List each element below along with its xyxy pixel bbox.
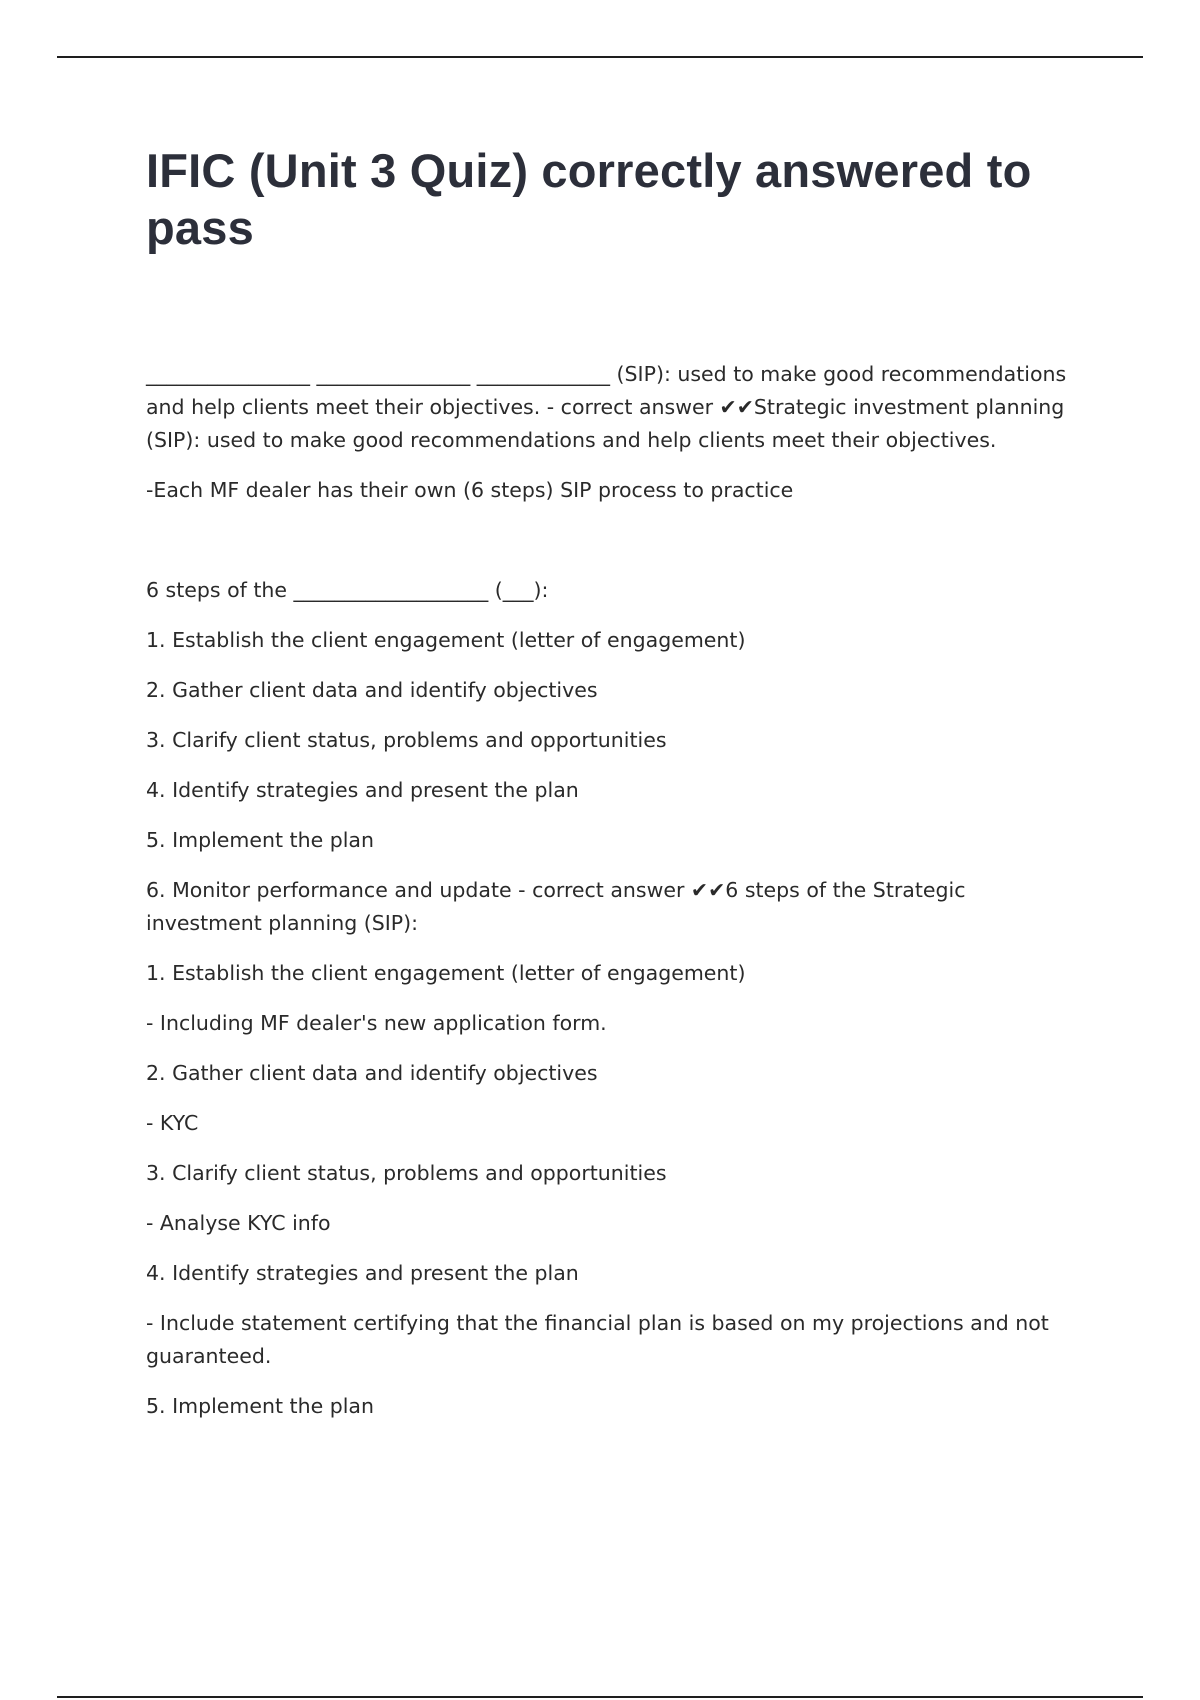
list-item: 3. Clarify client status, problems and opportunities — [146, 1161, 667, 1185]
list-item: 5. Implement the plan — [146, 828, 374, 852]
document-body — [146, 358, 1086, 1423]
list-item-with-answer: 6. Monitor performance and update - correct answer ✔✔6 steps of the Strategic investment planning (SIP): — [146, 878, 966, 935]
document-title: IFIC (Unit 3 Quiz) correctly answered to pass — [146, 144, 1032, 254]
header-rule — [57, 56, 1143, 58]
list-item: 2. Gather client data and identify objectives — [146, 1061, 598, 1085]
document-content — [146, 142, 1086, 1440]
list-item: 3. Clarify client status, problems and opportunities — [146, 728, 667, 752]
list-item-note: - Include statement certifying that the financial plan is based on my projections and not guaranteed. — [146, 1311, 1049, 1368]
paragraph-gap — [146, 524, 1086, 574]
list-item: 4. Identify strategies and present the plan — [146, 1261, 579, 1285]
paragraph-steps-question: 6 steps of the ___________________ (___): — [146, 578, 549, 602]
list-item-note: - Including MF dealer's new application form. — [146, 1011, 607, 1035]
list-item: 5. Implement the plan — [146, 1394, 374, 1418]
list-item-note: - Analyse KYC info — [146, 1211, 331, 1235]
list-item: 4. Identify strategies and present the plan — [146, 778, 579, 802]
list-item-note: - KYC — [146, 1111, 199, 1135]
paragraph-sip-question: ________________ _______________ _____________ (SIP): used to make good recommendations and help clients meet their objectives. - correct answer ✔✔Strategic investment planning (SIP): used to make good recommendations and help clients meet their objectives. — [146, 362, 1067, 452]
list-item: 1. Establish the client engagement (letter of engagement) — [146, 961, 746, 985]
footer-rule — [57, 1696, 1143, 1698]
list-item: 1. Establish the client engagement (letter of engagement) — [146, 628, 746, 652]
list-item: 2. Gather client data and identify objectives — [146, 678, 598, 702]
paragraph-mf-dealer-note: -Each MF dealer has their own (6 steps) SIP process to practice — [146, 478, 794, 502]
